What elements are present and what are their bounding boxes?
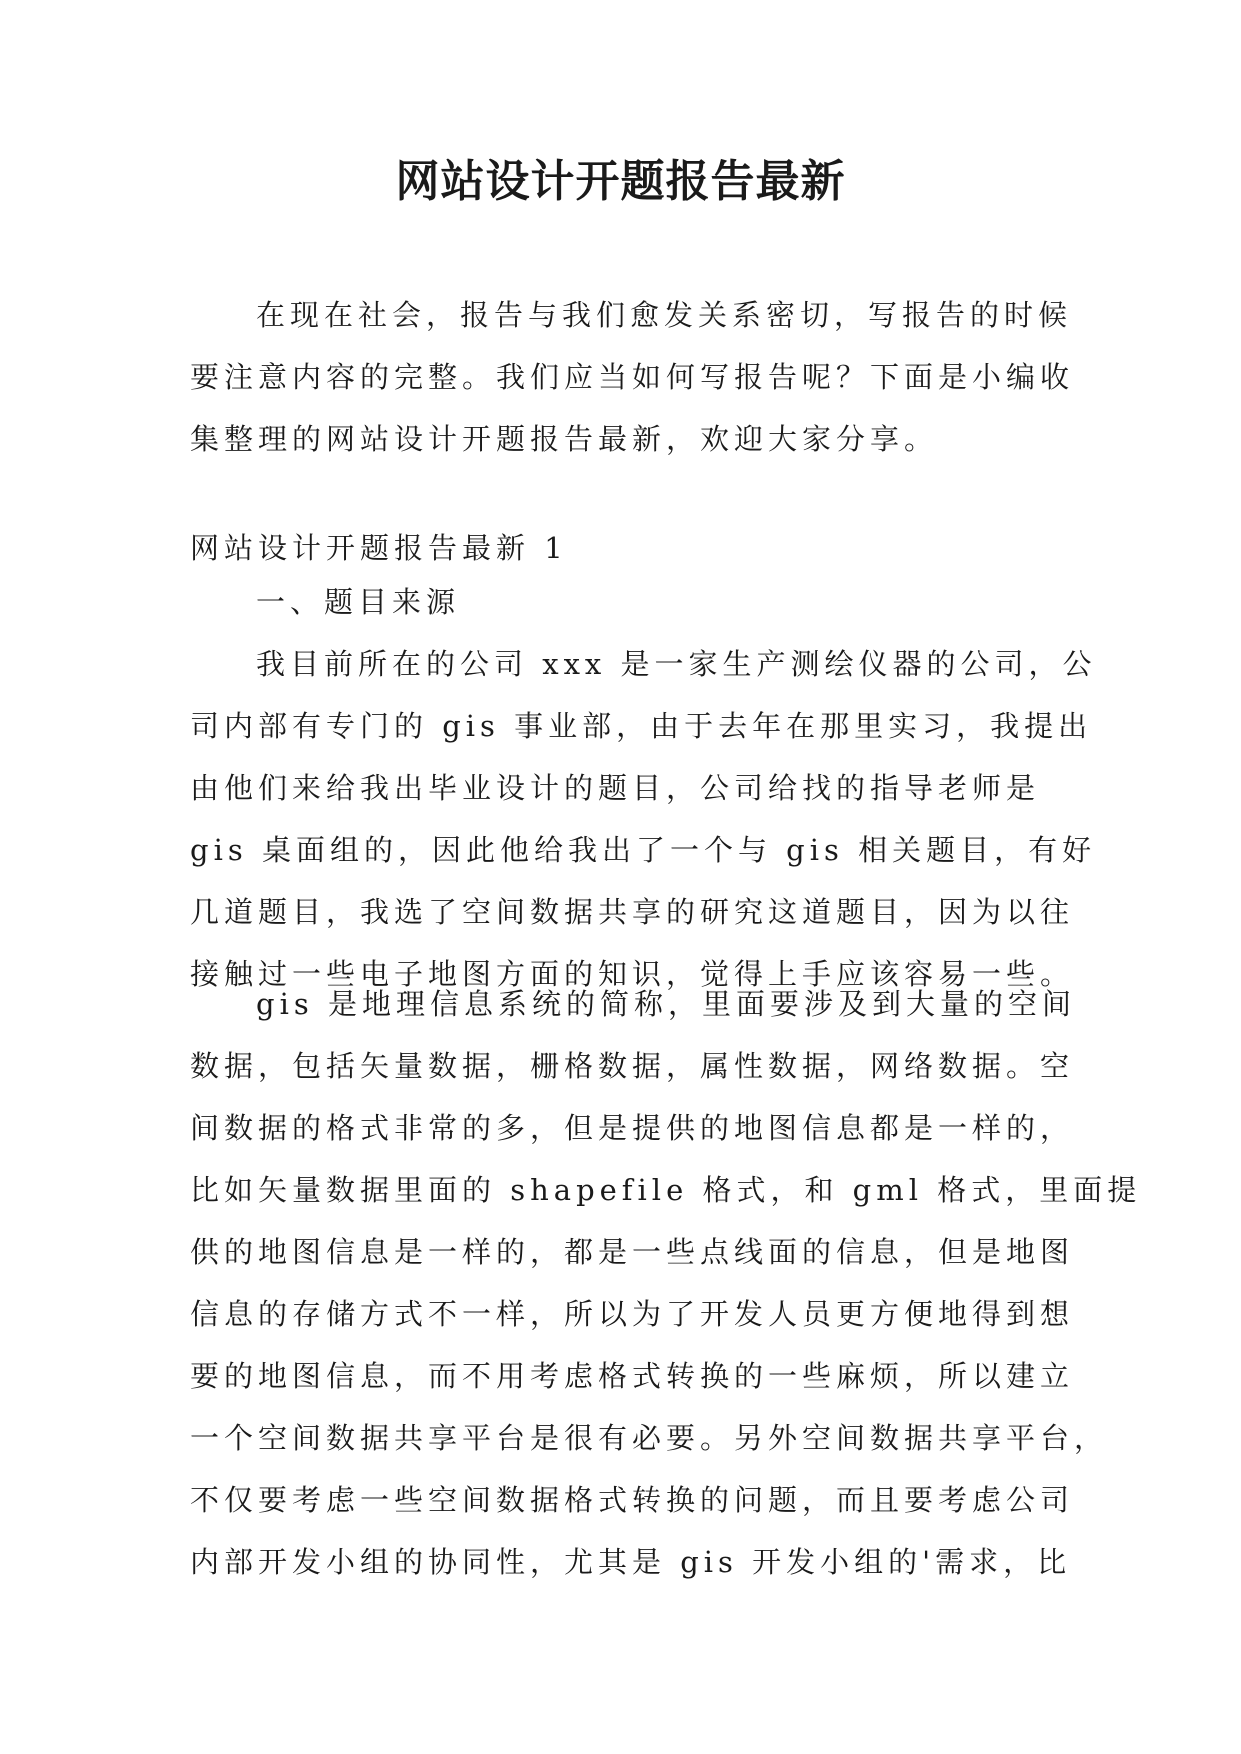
paragraph-line: 司内部有专门的 gis 事业部，由于去年在那里实习，我提出 xyxy=(190,709,1093,743)
intro-line: 要注意内容的完整。我们应当如何写报告呢？下面是小编收 xyxy=(190,360,1075,394)
paragraph-line: gis 桌面组的，因此他给我出了一个与 gis 相关题目，有好 xyxy=(190,833,1097,867)
paragraph-line: 要的地图信息，而不用考虑格式转换的一些麻烦，所以建立 xyxy=(190,1359,1075,1393)
paragraph-line: 间数据的格式非常的多，但是提供的地图信息都是一样的， xyxy=(190,1111,1075,1145)
document-title: 网站设计开题报告最新 xyxy=(395,156,846,207)
intro-line: 集整理的网站设计开题报告最新，欢迎大家分享。 xyxy=(190,422,939,456)
paragraph-line: 比如矢量数据里面的 shapefile 格式，和 gml 格式，里面提 xyxy=(190,1173,1142,1207)
section-title: 网站设计开题报告最新 1 xyxy=(190,531,568,565)
paragraph-line: 不仅要考虑一些空间数据格式转换的问题，而且要考虑公司 xyxy=(190,1483,1075,1517)
paragraph-gis xyxy=(190,973,1142,1593)
paragraph-line: 信息的存储方式不一样，所以为了开发人员更方便地得到想 xyxy=(190,1297,1075,1331)
paragraph-line: 数据，包括矢量数据，栅格数据，属性数据，网络数据。空 xyxy=(190,1049,1075,1083)
paragraph-line: 由他们来给我出毕业设计的题目，公司给找的指导老师是 xyxy=(190,771,1041,805)
paragraph-topic-source xyxy=(190,633,1097,1005)
intro-paragraph xyxy=(190,284,1075,470)
paragraph-line: 接触过一些电子地图方面的知识，觉得上手应该容易一些。 xyxy=(190,957,1075,991)
paragraph-line: 一个空间数据共享平台是很有必要。另外空间数据共享平台， xyxy=(190,1421,1109,1455)
paragraph-line: 供的地图信息是一样的，都是一些点线面的信息，但是地图 xyxy=(190,1235,1075,1269)
intro-line: 在现在社会，报告与我们愈发关系密切，写报告的时候 xyxy=(256,298,1073,332)
paragraph-line: gis 是地理信息系统的简称，里面要涉及到大量的空间 xyxy=(256,987,1076,1021)
paragraph-line: 我目前所在的公司 xxx 是一家生产测绘仪器的公司，公 xyxy=(256,647,1097,681)
paragraph-line: 内部开发小组的协同性，尤其是 gis 开发小组的'需求，比 xyxy=(190,1545,1072,1579)
subsection-title: 一、题目来源 xyxy=(256,585,461,619)
paragraph-line: 几道题目，我选了空间数据共享的研究这道题目，因为以往 xyxy=(190,895,1075,929)
